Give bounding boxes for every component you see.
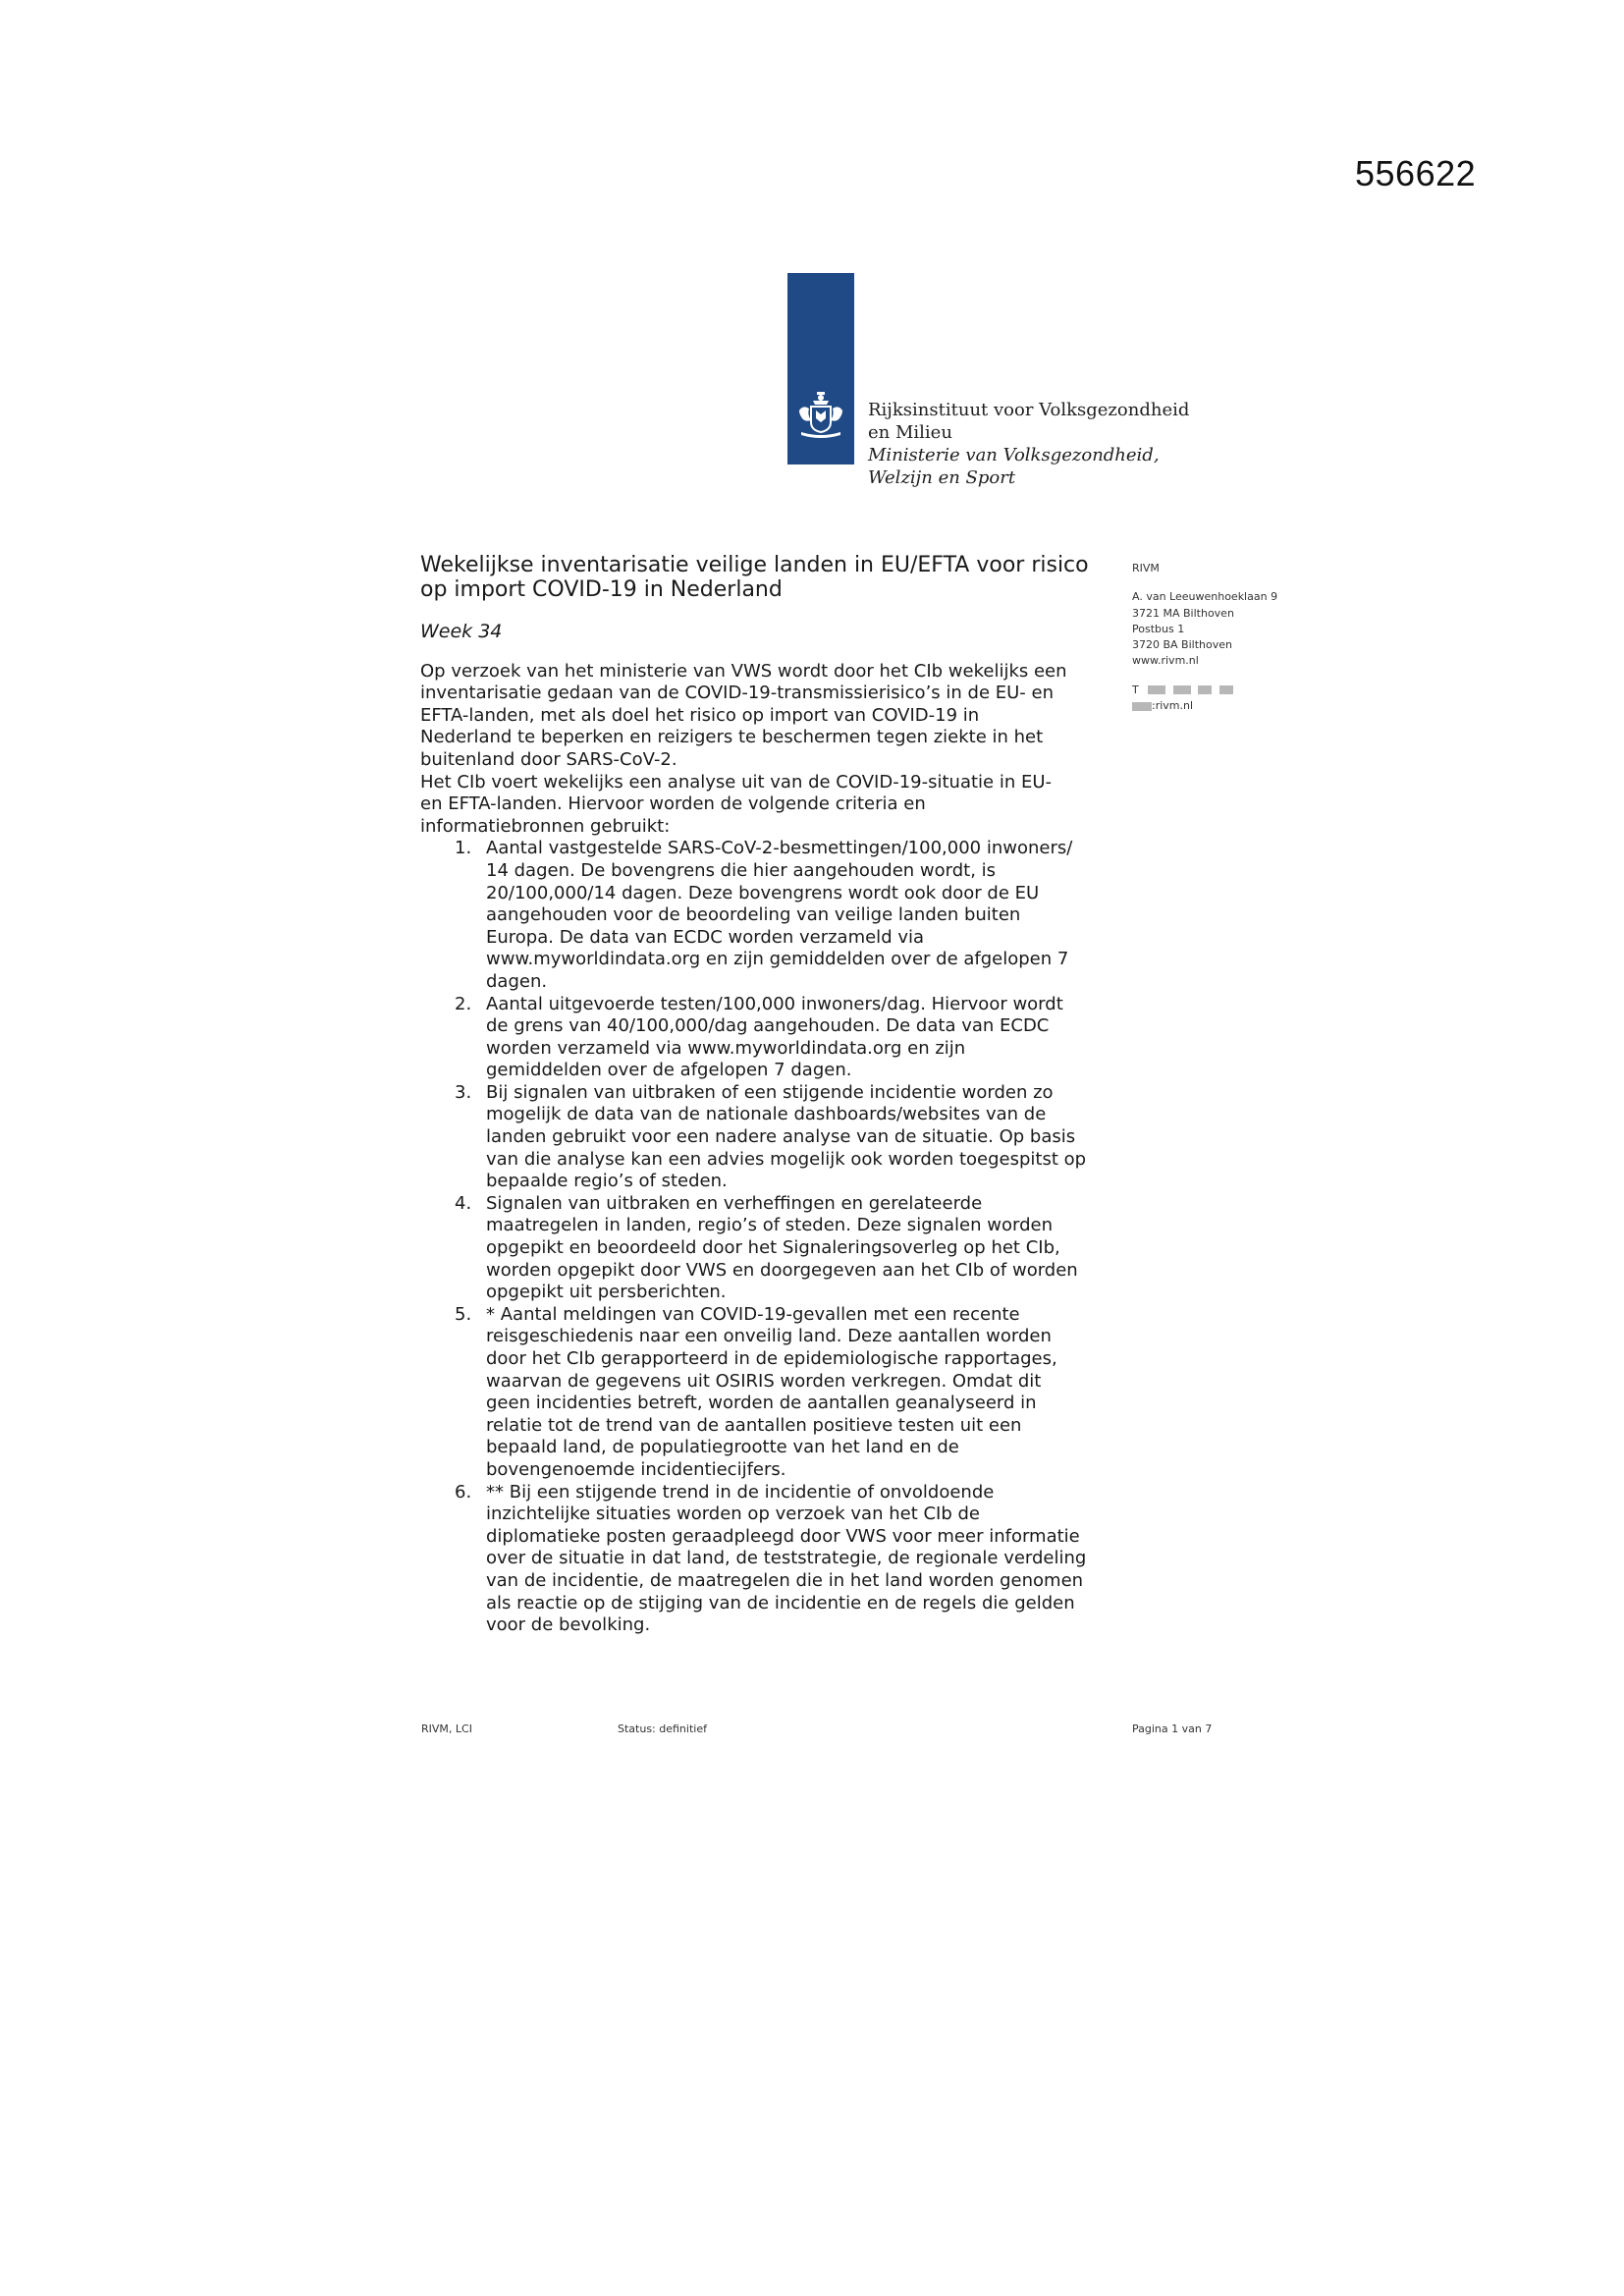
text-line: inzichtelijke situaties worden op verzoek van het CIb de <box>486 1503 980 1525</box>
redaction-block <box>1219 685 1233 694</box>
text-line: Het CIb voert wekelijks een analyse uit van de COVID-19-situatie in EU- <box>420 771 1053 793</box>
criteria-list <box>420 838 1122 1636</box>
ministry-line1: Ministerie van Volksgezondheid, <box>868 445 1160 465</box>
email-suffix: :rivm.nl <box>1152 699 1194 713</box>
text-line: 20/100,000/14 dagen. Deze bovengrens wordt ook door de EU <box>486 882 1040 903</box>
document-body <box>420 553 1122 1637</box>
text-line: bovengenoemde incidentiecijfers. <box>486 1458 786 1480</box>
text-line: Bij signalen van uitbraken of een stijgende incidentie worden zo <box>486 1081 1054 1103</box>
text-line: bepaalde regio’s of steden. <box>486 1171 728 1192</box>
text-line: en EFTA-landen. Hiervoor worden de volgende criteria en <box>420 793 926 815</box>
criteria-item <box>420 1193 1122 1304</box>
text-line: * Aantal meldingen van COVID-19-gevallen met een recente <box>486 1303 1020 1325</box>
address-line: 3721 MA Bilthoven <box>1132 606 1234 620</box>
text-line: Aantal vastgestelde SARS-CoV-2-besmettingen/100,000 inwoners/ <box>486 838 1073 859</box>
text-line: reisgeschiedenis naar een onveilig land. Deze aantallen worden <box>486 1326 1052 1347</box>
text-line: inventarisatie gedaan van de COVID-19-transmissierisico’s in de EU- en <box>420 683 1054 704</box>
text-line: van die analyse kan een advies mogelijk ook worden toegespitst op <box>486 1148 1087 1170</box>
redaction-block <box>1198 685 1212 694</box>
org-name-line1: Rijksinstituut voor Volksgezondheid <box>868 400 1190 420</box>
text-line: mogelijk de data van de nationale dashboards/websites van de <box>486 1104 1047 1125</box>
item-number: 1. <box>455 838 472 859</box>
coat-of-arms-icon <box>795 389 846 440</box>
phone-line <box>1132 683 1277 698</box>
website-link[interactable]: www.rivm.nl <box>1132 654 1199 668</box>
item-number: 3. <box>455 1081 472 1103</box>
text-line: relatie tot de trend van de aantallen positieve testen uit een <box>486 1414 1022 1436</box>
item-number: 5. <box>455 1303 472 1325</box>
text-line: geen incidenties betreft, worden de aantallen geanalyseerd in <box>486 1393 1037 1414</box>
document-title <box>420 553 1122 602</box>
org-name-line2: en Milieu <box>868 422 952 443</box>
redaction-block <box>1132 702 1152 711</box>
text-line: bepaald land, de populatiegrootte van het land en de <box>486 1437 959 1458</box>
sidebar-address <box>1132 561 1277 714</box>
text-line: de grens van 40/100,000/dag aangehouden. De data van ECDC <box>486 1015 1050 1037</box>
week-label: Week 34 <box>420 621 503 642</box>
text-line: Aantal uitgevoerde testen/100,000 inwoners/dag. Hiervoor wordt <box>486 993 1063 1014</box>
text-line: aangehouden voor de beoordeling van veilige landen buiten <box>486 904 1021 926</box>
text-line: opgepikt en beoordeeld door het Signaleringsoverleg op het CIb, <box>486 1237 1060 1259</box>
text-line: landen gebruikt voor een nadere analyse van de situatie. Op basis <box>486 1126 1076 1148</box>
criteria-item <box>420 838 1122 993</box>
criteria-item <box>420 1304 1122 1482</box>
text-line: waarvan de gegevens uit OSIRIS worden verkregen. Omdat dit <box>486 1370 1042 1392</box>
address-line: A. van Leeuwenhoeklaan 9 <box>1132 590 1278 604</box>
item-number: 4. <box>455 1192 472 1214</box>
logo-bar <box>787 273 854 465</box>
ministry-line2: Welzijn en Sport <box>868 467 1016 488</box>
organization-block <box>868 399 1189 489</box>
text-line: buitenland door SARS-CoV-2. <box>420 748 677 770</box>
criteria-item <box>420 994 1122 1082</box>
text-line: opgepikt uit persberichten. <box>486 1282 727 1303</box>
text-line: worden opgepikt door VWS en doorgegeven aan het CIb of worden <box>486 1259 1078 1281</box>
text-line: van de incidentie, de maatregelen die in het land worden genomen <box>486 1569 1084 1591</box>
text-line: worden verzameld via www.myworldindata.org en zijn <box>486 1037 966 1059</box>
text-line: als reactie op de stijging van de incidentie en de regels die gelden <box>486 1592 1075 1613</box>
footer-status: Status: definitief <box>618 1722 707 1735</box>
text-line: Signalen van uitbraken en verheffingen en gerelateerde <box>486 1192 983 1214</box>
redaction-block <box>1148 685 1165 694</box>
criteria-item <box>420 1482 1122 1637</box>
title-line: Wekelijkse inventarisatie veilige landen in EU/EFTA voor risico <box>420 553 1089 577</box>
text-line: Europa. De data van ECDC worden verzameld via <box>486 926 925 948</box>
text-line: dagen. <box>486 970 548 992</box>
text-line: Op verzoek van het ministerie van VWS wordt door het CIb wekelijks een <box>420 660 1067 682</box>
text-line: diplomatieke posten geraadpleegd door VWS voor meer informatie <box>486 1525 1080 1547</box>
text-line: gemiddelden over de afgelopen 7 dagen. <box>486 1060 852 1081</box>
text-line: ** Bij een stijgende trend in de incidentie of onvoldoende <box>486 1481 995 1503</box>
criteria-item <box>420 1082 1122 1193</box>
item-number: 2. <box>455 993 472 1014</box>
text-line: EFTA-landen, met als doel het risico op import van COVID-19 in <box>420 704 980 726</box>
text-line: Nederland te beperken en reizigers te beschermen tegen ziekte in het <box>420 727 1044 748</box>
redaction-block <box>1173 685 1191 694</box>
footer-org: RIVM, LCI <box>421 1722 472 1735</box>
address-line: 3720 BA Bilthoven <box>1132 638 1232 652</box>
phone-prefix: T <box>1132 683 1139 696</box>
item-number: 6. <box>455 1481 472 1503</box>
text-line: door het CIb gerapporteerd in de epidemiologische rapportages, <box>486 1348 1057 1369</box>
text-line: www.myworldindata.org en zijn gemiddelden over de afgelopen 7 <box>486 949 1069 970</box>
intro-paragraph <box>420 661 1122 772</box>
email-line <box>1132 698 1277 714</box>
address-line: Postbus 1 <box>1132 622 1185 635</box>
text-line: over de situatie in dat land, de teststrategie, de regionale verdeling <box>486 1548 1087 1569</box>
sidebar-org: RIVM <box>1132 562 1160 574</box>
analysis-paragraph <box>420 772 1122 839</box>
text-line: informatiebronnen gebruikt: <box>420 815 671 837</box>
text-line: voor de bevolking. <box>486 1614 651 1636</box>
document-number: 556622 <box>1355 153 1477 193</box>
title-line: op import COVID-19 in Nederland <box>420 577 783 602</box>
text-line: 14 dagen. De bovengrens die hier aangehouden wordt, is <box>486 859 997 881</box>
footer-page-number: Pagina 1 van 7 <box>1132 1722 1213 1735</box>
text-line: maatregelen in landen, regio’s of steden. Deze signalen worden <box>486 1215 1053 1236</box>
